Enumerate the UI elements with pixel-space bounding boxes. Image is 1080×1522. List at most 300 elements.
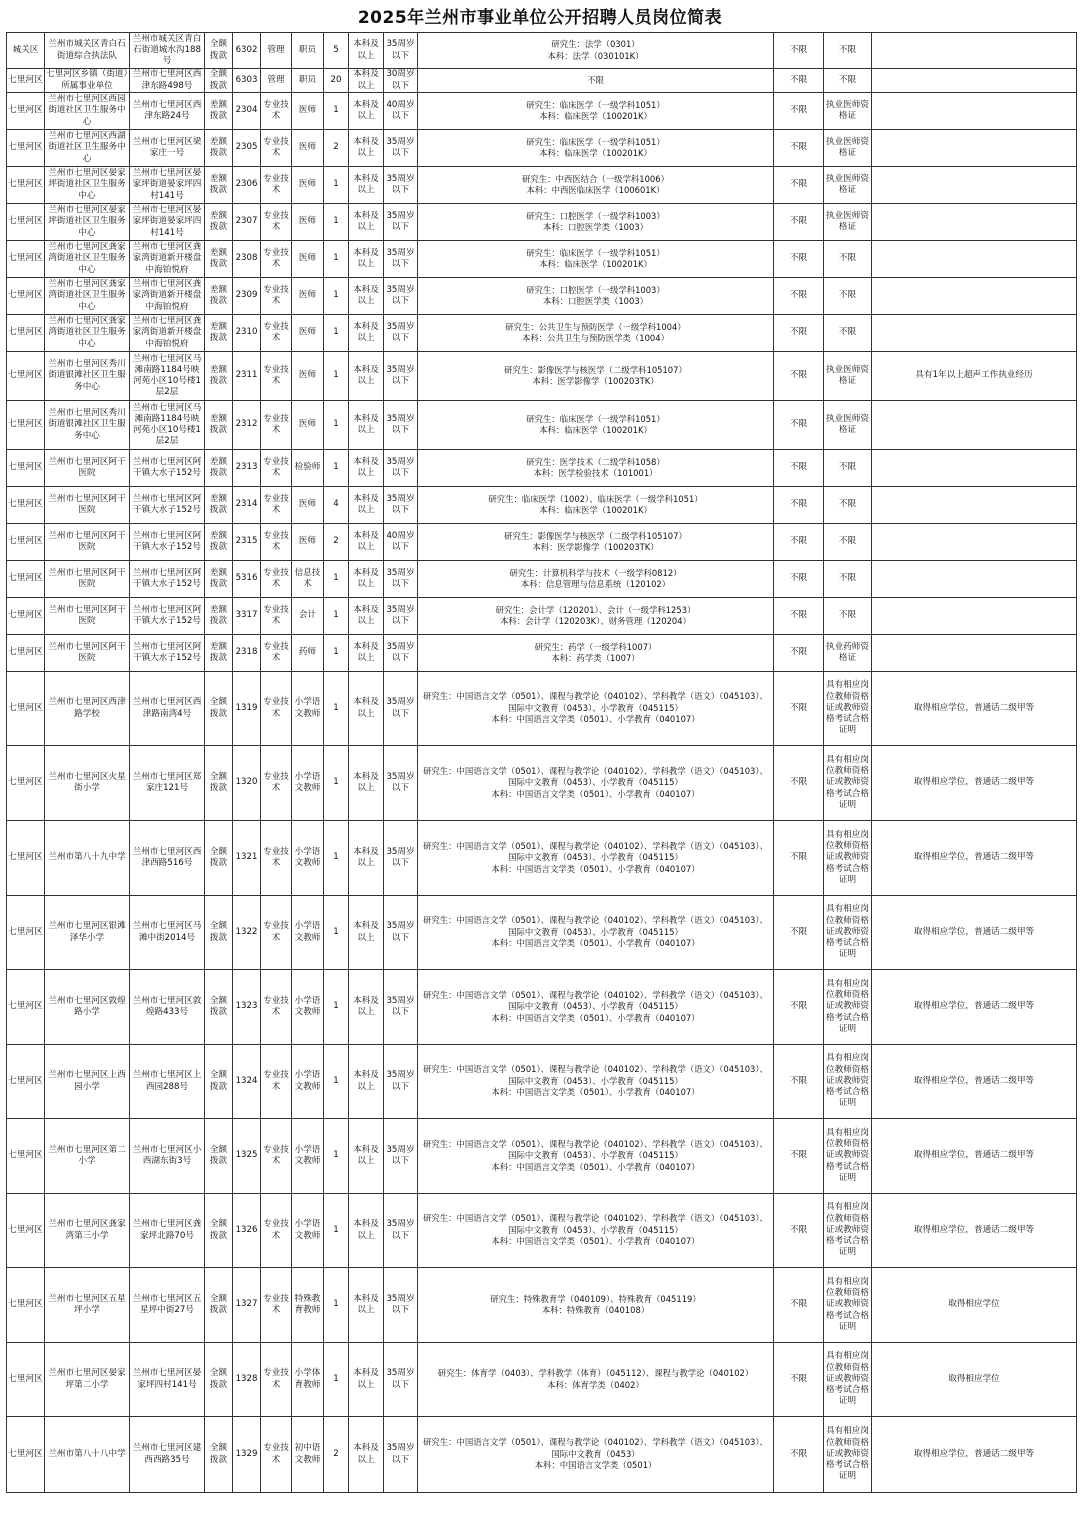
cell-major: 研究生：临床医学（一级学科1051） 本科：临床医学（100201K） [418, 93, 774, 130]
cell-funding: 差额拨款 [205, 487, 233, 524]
cell-category: 专业技术 [261, 821, 292, 896]
cell-age: 35周岁以下 [384, 241, 418, 278]
cell-category: 专业技术 [261, 970, 292, 1045]
cell-unit: 兰州市七里河区晏家坪街道社区卫生服务中心 [45, 167, 130, 204]
cell-code: 2305 [233, 130, 261, 167]
cell-code: 6303 [233, 69, 261, 93]
cell-major: 研究生：中国语言文学（0501）、课程与教学论（040102）、学科教学（语文）（045103）、国际中文教育（0453）、小学教育（045115） 本科：中国语言文学类（0501）、小学教育（040107） [418, 896, 774, 970]
cell-funding: 差额拨款 [205, 278, 233, 315]
cell-age: 35周岁以下 [384, 1268, 418, 1343]
cell-funding: 全额拨款 [205, 1268, 233, 1343]
cell-post: 检验师 [292, 450, 324, 487]
cell-code: 2307 [233, 204, 261, 241]
cell-major: 研究生：特殊教育学（040109）、特殊教育（045119） 本科：特殊教育（040108） [418, 1268, 774, 1343]
cell-other [872, 487, 1077, 524]
cell-funding: 差额拨款 [205, 204, 233, 241]
cell-education: 本科及以上 [349, 524, 384, 561]
cell-funding: 全额拨款 [205, 672, 233, 746]
cell-district: 七里河区 [7, 1343, 45, 1417]
cell-code: 1322 [233, 896, 261, 970]
cell-qualification: 不限 [824, 315, 872, 352]
cell-age: 35周岁以下 [384, 33, 418, 69]
cell-qualification: 不限 [824, 33, 872, 69]
cell-funding: 差额拨款 [205, 450, 233, 487]
cell-age: 35周岁以下 [384, 401, 418, 450]
cell-age: 35周岁以下 [384, 1119, 418, 1194]
cell-district: 七里河区 [7, 598, 45, 635]
cell-post: 医师 [292, 352, 324, 401]
cell-district: 七里河区 [7, 1194, 45, 1268]
cell-category: 专业技术 [261, 598, 292, 635]
cell-age: 35周岁以下 [384, 204, 418, 241]
cell-address: 兰州市七里河区上西园288号 [130, 1045, 205, 1119]
cell-political: 不限 [774, 970, 824, 1045]
cell-education: 本科及以上 [349, 130, 384, 167]
cell-qualification: 具有相应岗位教师资格证或教师资格考试合格证明 [824, 821, 872, 896]
cell-other: 取得相应学位，普通话二级甲等 [872, 821, 1077, 896]
cell-district: 七里河区 [7, 1417, 45, 1493]
cell-unit: 兰州市七里河区银滩泽华小学 [45, 896, 130, 970]
cell-funding: 全额拨款 [205, 1119, 233, 1194]
cell-age: 35周岁以下 [384, 352, 418, 401]
cell-age: 35周岁以下 [384, 315, 418, 352]
cell-qualification: 不限 [824, 524, 872, 561]
cell-code: 1329 [233, 1417, 261, 1493]
cell-political: 不限 [774, 524, 824, 561]
cell-category: 专业技术 [261, 1268, 292, 1343]
cell-funding: 差额拨款 [205, 167, 233, 204]
cell-category: 管理 [261, 69, 292, 93]
cell-code: 6302 [233, 33, 261, 69]
cell-post: 小学语文教师 [292, 821, 324, 896]
cell-address: 兰州市七里河区西津路南湾4号 [130, 672, 205, 746]
cell-district: 七里河区 [7, 524, 45, 561]
cell-funding: 全额拨款 [205, 33, 233, 69]
cell-post: 小学语文教师 [292, 672, 324, 746]
table-row [7, 241, 1077, 278]
cell-other [872, 450, 1077, 487]
cell-political: 不限 [774, 204, 824, 241]
cell-post: 医师 [292, 315, 324, 352]
cell-education: 本科及以上 [349, 1045, 384, 1119]
cell-education: 本科及以上 [349, 278, 384, 315]
cell-major: 研究生：中国语言文学（0501）、课程与教学论（040102）、学科教学（语文）（045103）、国际中文教育（0453）、小学教育（045115） 本科：中国语言文学类（0501）、小学教育（040107） [418, 970, 774, 1045]
cell-count: 1 [324, 635, 349, 672]
table-row [7, 1343, 1077, 1417]
cell-code: 1321 [233, 821, 261, 896]
cell-other: 取得相应学位，普通话二级甲等 [872, 1045, 1077, 1119]
cell-address: 兰州市七里河区龚家湾街道新开楼盘中海铂悦府 [130, 315, 205, 352]
cell-unit: 兰州市七里河区龚家湾第三小学 [45, 1194, 130, 1268]
cell-count: 1 [324, 896, 349, 970]
cell-education: 本科及以上 [349, 746, 384, 821]
cell-address: 兰州市七里河区建西西路35号 [130, 1417, 205, 1493]
cell-funding: 差额拨款 [205, 401, 233, 450]
cell-count: 1 [324, 1268, 349, 1343]
cell-unit: 兰州市七里河区龚家湾街道社区卫生服务中心 [45, 278, 130, 315]
cell-address: 兰州市七里河区敦煌路433号 [130, 970, 205, 1045]
cell-qualification: 执业医师资格证 [824, 167, 872, 204]
cell-age: 35周岁以下 [384, 970, 418, 1045]
cell-code: 2313 [233, 450, 261, 487]
cell-political: 不限 [774, 598, 824, 635]
cell-funding: 差额拨款 [205, 241, 233, 278]
cell-education: 本科及以上 [349, 1268, 384, 1343]
cell-major: 研究生：影像医学与核医学（二级学科105107） 本科：医学影像学（100203TK） [418, 524, 774, 561]
cell-other [872, 598, 1077, 635]
cell-political: 不限 [774, 93, 824, 130]
cell-code: 5316 [233, 561, 261, 598]
cell-age: 35周岁以下 [384, 487, 418, 524]
cell-qualification: 具有相应岗位教师资格证或教师资格考试合格证明 [824, 1045, 872, 1119]
cell-major: 研究生：中国语言文学（0501）、课程与教学论（040102）、学科教学（语文）（045103）、国际中文教育（0453）、小学教育（045115） 本科：中国语言文学类（0501）、小学教育（040107） [418, 1194, 774, 1268]
cell-address: 兰州市七里河区马滩南路1184号映河苑小区10号楼1层2层 [130, 401, 205, 450]
cell-unit: 兰州市七里河区阿干医院 [45, 450, 130, 487]
table-row [7, 93, 1077, 130]
cell-unit: 兰州市七里河区晏家坪街道社区卫生服务中心 [45, 204, 130, 241]
cell-qualification: 具有相应岗位教师资格证或教师资格考试合格证明 [824, 746, 872, 821]
cell-code: 3317 [233, 598, 261, 635]
cell-unit: 兰州市七里河区阿干医院 [45, 561, 130, 598]
cell-post: 职员 [292, 33, 324, 69]
cell-count: 1 [324, 450, 349, 487]
cell-unit: 兰州市七里河区西湖街道社区卫生服务中心 [45, 130, 130, 167]
cell-post: 小学语文教师 [292, 970, 324, 1045]
cell-unit: 兰州市七里河区阿干医院 [45, 524, 130, 561]
cell-category: 专业技术 [261, 746, 292, 821]
cell-other: 取得相应学位，普通话二级甲等 [872, 746, 1077, 821]
table-body [7, 33, 1077, 1493]
cell-count: 1 [324, 1045, 349, 1119]
cell-address: 兰州市七里河区阿干镇大水子152号 [130, 598, 205, 635]
cell-code: 2314 [233, 487, 261, 524]
cell-category: 专业技术 [261, 204, 292, 241]
table-row [7, 635, 1077, 672]
cell-major: 研究生：中国语言文学（0501）、课程与教学论（040102）、学科教学（语文）（045103）、国际中文教育（0453）、小学教育（045115） 本科：中国语言文学类（0501）、小学教育（040107） [418, 672, 774, 746]
table-row [7, 561, 1077, 598]
table-row [7, 450, 1077, 487]
cell-political: 不限 [774, 1417, 824, 1493]
cell-political: 不限 [774, 130, 824, 167]
table-row [7, 1268, 1077, 1343]
cell-address: 兰州市七里河区西津西路516号 [130, 821, 205, 896]
cell-funding: 全额拨款 [205, 69, 233, 93]
cell-code: 2315 [233, 524, 261, 561]
cell-unit: 兰州市七里河区敦煌路小学 [45, 970, 130, 1045]
table-row [7, 746, 1077, 821]
cell-major: 研究生：临床医学（一级学科1051） 本科：临床医学（100201K） [418, 241, 774, 278]
cell-other [872, 69, 1077, 93]
cell-qualification: 不限 [824, 561, 872, 598]
cell-post: 医师 [292, 524, 324, 561]
cell-funding: 全额拨款 [205, 1417, 233, 1493]
cell-district: 七里河区 [7, 970, 45, 1045]
cell-age: 35周岁以下 [384, 130, 418, 167]
cell-age: 35周岁以下 [384, 896, 418, 970]
cell-unit: 兰州市七里河区晏家坪第二小学 [45, 1343, 130, 1417]
cell-address: 兰州市七里河区龚家坪北路70号 [130, 1194, 205, 1268]
cell-other: 取得相应学位，普通话二级甲等 [872, 1194, 1077, 1268]
cell-qualification: 具有相应岗位教师资格证或教师资格考试合格证明 [824, 1343, 872, 1417]
cell-category: 专业技术 [261, 401, 292, 450]
cell-funding: 差额拨款 [205, 561, 233, 598]
cell-funding: 差额拨款 [205, 130, 233, 167]
table-row [7, 1194, 1077, 1268]
cell-major: 研究生：药学（一级学科1007） 本科：药学类（1007） [418, 635, 774, 672]
cell-major: 研究生：中国语言文学（0501）、课程与教学论（040102）、学科教学（语文）（045103）、国际中文教育（0453） 本科：中国语言文学类（0501） [418, 1417, 774, 1493]
cell-unit: 兰州市七里河区火星街小学 [45, 746, 130, 821]
cell-district: 七里河区 [7, 896, 45, 970]
cell-funding: 差额拨款 [205, 315, 233, 352]
cell-funding: 全额拨款 [205, 1045, 233, 1119]
cell-qualification: 不限 [824, 278, 872, 315]
cell-category: 专业技术 [261, 487, 292, 524]
cell-major: 研究生：公共卫生与预防医学（一级学科1004） 本科：公共卫生与预防医学类（1004） [418, 315, 774, 352]
cell-political: 不限 [774, 352, 824, 401]
cell-political: 不限 [774, 635, 824, 672]
cell-post: 小学语文教师 [292, 1119, 324, 1194]
cell-count: 1 [324, 970, 349, 1045]
cell-education: 本科及以上 [349, 401, 384, 450]
cell-post: 药师 [292, 635, 324, 672]
cell-post: 信息技术 [292, 561, 324, 598]
cell-major: 研究生：法学（0301） 本科：法学（030101K） [418, 33, 774, 69]
cell-major: 研究生：口腔医学（一级学科1003） 本科：口腔医学类（1003） [418, 278, 774, 315]
cell-unit: 七里河区乡镇（街道）所属事业单位 [46, 69, 128, 91]
cell-code: 1323 [233, 970, 261, 1045]
cell-address: 兰州市七里河区五星坪中街27号 [130, 1268, 205, 1343]
cell-education: 本科及以上 [349, 598, 384, 635]
cell-unit: 兰州市七里河区阿干医院 [45, 487, 130, 524]
cell-education: 本科及以上 [349, 1343, 384, 1417]
cell-category: 专业技术 [261, 1045, 292, 1119]
cell-code: 1325 [233, 1119, 261, 1194]
cell-address: 兰州市七里河区阿干镇大水子152号 [130, 561, 205, 598]
cell-qualification: 具有相应岗位教师资格证或教师资格考试合格证明 [824, 1268, 872, 1343]
cell-category: 专业技术 [261, 241, 292, 278]
cell-category: 专业技术 [261, 130, 292, 167]
cell-age: 35周岁以下 [384, 1194, 418, 1268]
cell-political: 不限 [774, 450, 824, 487]
cell-address: 兰州市城关区青白石街道城水沟188号 [130, 33, 205, 69]
cell-age: 35周岁以下 [384, 635, 418, 672]
cell-age: 35周岁以下 [384, 821, 418, 896]
cell-code: 2306 [233, 167, 261, 204]
cell-address: 兰州市七里河区晏家坪街道晏家坪四村141号 [130, 167, 205, 204]
cell-post: 特殊教育教师 [292, 1268, 324, 1343]
cell-code: 2304 [233, 93, 261, 130]
cell-age: 40周岁以下 [384, 93, 418, 130]
cell-qualification: 具有相应岗位教师资格证或教师资格考试合格证明 [824, 1194, 872, 1268]
cell-category: 专业技术 [261, 315, 292, 352]
cell-age: 35周岁以下 [384, 1045, 418, 1119]
cell-other [872, 561, 1077, 598]
cell-major: 研究生：体育学（0403）、学科教学（体育）（045112）、课程与教学论（040102） 本科：体育学类（0402） [418, 1343, 774, 1417]
cell-political: 不限 [774, 487, 824, 524]
cell-qualification: 具有相应岗位教师资格证或教师资格考试合格证明 [824, 896, 872, 970]
cell-category: 专业技术 [261, 635, 292, 672]
cell-other [872, 278, 1077, 315]
cell-age: 35周岁以下 [384, 1343, 418, 1417]
cell-count: 1 [324, 598, 349, 635]
cell-post: 医师 [292, 93, 324, 130]
cell-address: 兰州市七里河区晏家坪街道晏家坪四村141号 [130, 204, 205, 241]
cell-unit: 兰州市七里河区秀川街道银滩社区卫生服务中心 [45, 352, 130, 401]
cell-category: 专业技术 [261, 352, 292, 401]
table-row [7, 1045, 1077, 1119]
cell-other [872, 33, 1077, 69]
cell-funding: 全额拨款 [205, 1343, 233, 1417]
cell-code: 1319 [233, 672, 261, 746]
cell-address: 兰州市七里河区梁家庄一号 [130, 130, 205, 167]
cell-address: 兰州市七里河区西津东路24号 [130, 93, 205, 130]
cell-count: 1 [324, 821, 349, 896]
cell-education: 本科及以上 [349, 69, 384, 93]
cell-funding: 全额拨款 [205, 746, 233, 821]
cell-address: 兰州市七里河区龚家湾街道新开楼盘中海铂悦府 [130, 241, 205, 278]
table-row [7, 821, 1077, 896]
cell-other: 取得相应学位，普通话二级甲等 [872, 1417, 1077, 1493]
cell-other: 取得相应学位，普通话二级甲等 [872, 672, 1077, 746]
cell-political: 不限 [774, 33, 824, 69]
cell-other: 取得相应学位，普通话二级甲等 [872, 970, 1077, 1045]
cell-count: 1 [324, 672, 349, 746]
cell-code: 1326 [233, 1194, 261, 1268]
cell-count: 20 [324, 69, 349, 93]
cell-unit: 兰州市七里河区西园街道社区卫生服务中心 [45, 93, 130, 130]
cell-funding: 差额拨款 [205, 598, 233, 635]
cell-category: 专业技术 [261, 524, 292, 561]
cell-post: 小学语文教师 [292, 896, 324, 970]
cell-political: 不限 [774, 278, 824, 315]
cell-other [872, 241, 1077, 278]
cell-district: 七里河区 [7, 130, 45, 167]
cell-age: 35周岁以下 [384, 450, 418, 487]
cell-funding: 全额拨款 [205, 821, 233, 896]
cell-education: 本科及以上 [349, 672, 384, 746]
cell-other [872, 93, 1077, 130]
cell-other [872, 635, 1077, 672]
cell-funding: 差额拨款 [205, 524, 233, 561]
cell-unit: 兰州市第八十八中学 [45, 1417, 130, 1493]
cell-other: 取得相应学位 [872, 1343, 1077, 1417]
cell-count: 1 [324, 241, 349, 278]
cell-category: 管理 [261, 33, 292, 69]
cell-count: 1 [324, 93, 349, 130]
cell-funding: 差额拨款 [205, 352, 233, 401]
cell-district: 七里河区 [7, 69, 45, 93]
cell-code: 2311 [233, 352, 261, 401]
cell-unit: 兰州市七里河区秀川街道银滩社区卫生服务中心 [45, 401, 130, 450]
cell-count: 2 [324, 524, 349, 561]
cell-qualification: 执业医师资格证 [824, 204, 872, 241]
cell-unit: 兰州市七里河区阿干医院 [45, 598, 130, 635]
cell-district: 七里河区 [7, 93, 45, 130]
cell-education: 本科及以上 [349, 970, 384, 1045]
cell-category: 专业技术 [261, 450, 292, 487]
cell-category: 专业技术 [261, 561, 292, 598]
cell-category: 专业技术 [261, 896, 292, 970]
cell-category: 专业技术 [261, 1417, 292, 1493]
cell-political: 不限 [774, 401, 824, 450]
cell-code: 1328 [233, 1343, 261, 1417]
cell-qualification: 不限 [824, 450, 872, 487]
cell-major: 研究生：临床医学（1002）、临床医学（一级学科1051） 本科：临床医学（100201K） [418, 487, 774, 524]
cell-code: 2318 [233, 635, 261, 672]
cell-age: 35周岁以下 [384, 278, 418, 315]
cell-qualification: 执业医师资格证 [824, 93, 872, 130]
cell-count: 1 [324, 561, 349, 598]
cell-major: 研究生：中国语言文学（0501）、课程与教学论（040102）、学科教学（语文）（045103）、国际中文教育（0453）、小学教育（045115） 本科：中国语言文学类（0501）、小学教育（040107） [418, 746, 774, 821]
cell-age: 40周岁以下 [384, 524, 418, 561]
cell-code: 1324 [233, 1045, 261, 1119]
cell-unit: 兰州市七里河区五星坪小学 [45, 1268, 130, 1343]
cell-political: 不限 [774, 69, 824, 93]
cell-count: 1 [324, 1343, 349, 1417]
cell-post: 医师 [292, 487, 324, 524]
cell-address: 兰州市七里河区晏家坪四村141号 [130, 1343, 205, 1417]
cell-district: 城关区 [7, 33, 45, 69]
cell-count: 2 [324, 130, 349, 167]
cell-category: 专业技术 [261, 672, 292, 746]
cell-major: 研究生：中国语言文学（0501）、课程与教学论（040102）、学科教学（语文）（045103）、国际中文教育（0453）、小学教育（045115） 本科：中国语言文学类（0501）、小学教育（040107） [418, 821, 774, 896]
cell-district: 七里河区 [7, 746, 45, 821]
cell-unit: 兰州市七里河区西津路学校 [45, 672, 130, 746]
cell-qualification: 执业医师资格证 [824, 352, 872, 401]
cell-education: 本科及以上 [349, 1194, 384, 1268]
cell-count: 1 [324, 746, 349, 821]
cell-funding: 差额拨款 [205, 635, 233, 672]
cell-code: 2310 [233, 315, 261, 352]
cell-other [872, 130, 1077, 167]
cell-district: 七里河区 [7, 561, 45, 598]
cell-political: 不限 [774, 746, 824, 821]
cell-count: 1 [324, 1194, 349, 1268]
cell-education: 本科及以上 [349, 487, 384, 524]
cell-education: 本科及以上 [349, 821, 384, 896]
cell-funding: 全额拨款 [205, 896, 233, 970]
cell-qualification: 具有相应岗位教师资格证或教师资格考试合格证明 [824, 970, 872, 1045]
table-row [7, 524, 1077, 561]
cell-address: 兰州市七里河区西津东路498号 [130, 69, 205, 93]
table-row [7, 1417, 1077, 1493]
cell-unit: 兰州市七里河区上西园小学 [45, 1045, 130, 1119]
table-row [7, 672, 1077, 746]
cell-code: 1320 [233, 746, 261, 821]
cell-post: 小学语文教师 [292, 1194, 324, 1268]
cell-political: 不限 [774, 241, 824, 278]
cell-major: 研究生：影像医学与核医学（二级学科105107） 本科：医学影像学（100203TK） [418, 352, 774, 401]
cell-political: 不限 [774, 1119, 824, 1194]
cell-address: 兰州市七里河区小西湖东街3号 [130, 1119, 205, 1194]
cell-education: 本科及以上 [349, 450, 384, 487]
cell-category: 专业技术 [261, 1194, 292, 1268]
cell-count: 1 [324, 204, 349, 241]
cell-education: 本科及以上 [349, 33, 384, 69]
cell-funding: 全额拨款 [205, 1194, 233, 1268]
cell-qualification: 不限 [824, 487, 872, 524]
cell-other [872, 315, 1077, 352]
cell-count: 1 [324, 1119, 349, 1194]
cell-code: 1327 [233, 1268, 261, 1343]
cell-major: 研究生：医学技术（二级学科1058） 本科：医学检验技术（101001） [418, 450, 774, 487]
cell-education: 本科及以上 [349, 93, 384, 130]
cell-other: 取得相应学位，普通话二级甲等 [872, 896, 1077, 970]
cell-district: 七里河区 [7, 315, 45, 352]
cell-post: 医师 [292, 130, 324, 167]
cell-post: 医师 [292, 204, 324, 241]
cell-major: 研究生：中国语言文学（0501）、课程与教学论（040102）、学科教学（语文）（045103）、国际中文教育（0453）、小学教育（045115） 本科：中国语言文学类（0501）、小学教育（040107） [418, 1119, 774, 1194]
